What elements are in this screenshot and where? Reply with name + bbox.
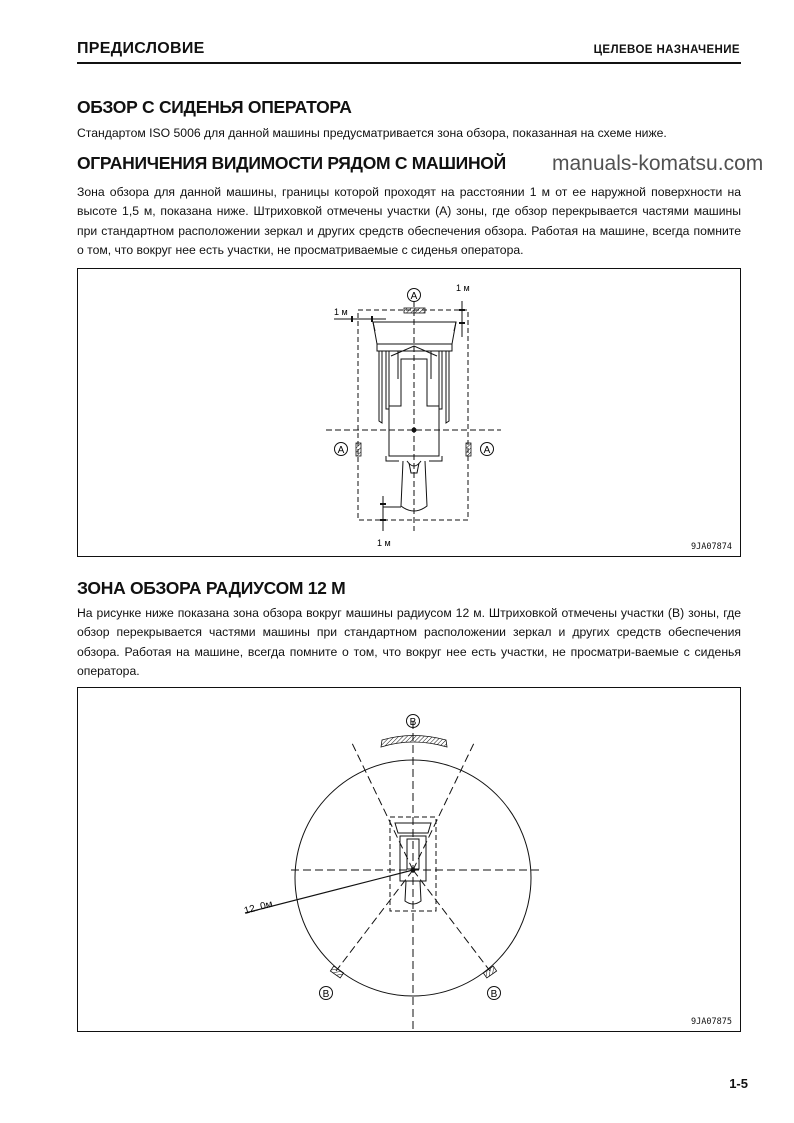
- blind-zone-b-top: [381, 736, 447, 748]
- figure-id: 9JA07875: [691, 1017, 732, 1027]
- blind-zone-b-left: [330, 966, 343, 978]
- blind-zone-a-left: [356, 443, 361, 456]
- blind-zone-a-right: [466, 443, 471, 456]
- blind-zone-a-top: [404, 308, 425, 313]
- section-text-operator-view: Стандартом ISO 5006 для данной машины предусматривается зона обзора, показанная на схеме ниже.: [77, 126, 667, 140]
- marker-a-label: A: [337, 445, 345, 456]
- dimension-label: 1 м: [334, 307, 348, 317]
- figure-id: 9JA07874: [691, 542, 732, 552]
- header-subsection-title: ЦЕЛЕВОЕ НАЗНАЧЕНИЕ: [593, 44, 740, 56]
- figure-near-visibility: [77, 268, 741, 557]
- dimension-label: 1 м: [377, 538, 391, 548]
- dimension-label: 1 м: [456, 283, 470, 293]
- marker-a-label: A: [483, 445, 491, 456]
- marker-b-label: B: [409, 717, 417, 728]
- section-title-visibility-limits: ОГРАНИЧЕНИЯ ВИДИМОСТИ РЯДОМ С МАШИНОЙ: [77, 153, 506, 173]
- marker-a-label: A: [410, 291, 418, 302]
- marker-b-label: B: [490, 989, 498, 1000]
- figure-12m-visibility: [77, 687, 741, 1032]
- section-title-operator-view: ОБЗОР С СИДЕНЬЯ ОПЕРАТОРА: [77, 97, 352, 117]
- section-text-12m-zone: На рисунке ниже показана зона обзора вокруг машины радиусом 12 м. Штриховкой отмечены участки (B) зоны, где обзор перекрывается частями машины при стандартном расположении зеркал и других средств обеспечения обзора. Работая на машине, всегда помните о том, что вокруг нее есть участки, не просматри-ваемые с сиденья оператора.: [77, 606, 741, 678]
- visibility-boundary: [358, 310, 468, 520]
- section-text-visibility-limits: Зона обзора для данной машины, границы которой проходят на расстоянии 1 м от ее наружной поверхности на высоте 1,5 м, показана ниже. Штриховкой отмечены участки (A) зоны, где обзор перекрывается частями машины при стандартном расположении зеркал и других средств обеспечения обзора. Работая на машине, всегда помните о том, что вокруг нее есть участки, не просматриваемые с сиденья оператора.: [77, 185, 741, 257]
- radius-label: 12. 0м: [242, 898, 274, 917]
- section-title-12m-zone: ЗОНА ОБЗОРА РАДИУСОМ 12 М: [77, 578, 346, 598]
- blind-zone-b-right: [483, 966, 496, 978]
- marker-b-label: B: [322, 989, 330, 1000]
- near-visibility-diagram: [78, 269, 740, 556]
- header-section-title: ПРЕДИСЛОВИЕ: [77, 40, 205, 57]
- radius-visibility-diagram: [78, 688, 740, 1031]
- header-rule: [77, 62, 741, 64]
- page-number: 1-5: [729, 1076, 748, 1091]
- watermark: manuals-komatsu.com: [552, 152, 764, 175]
